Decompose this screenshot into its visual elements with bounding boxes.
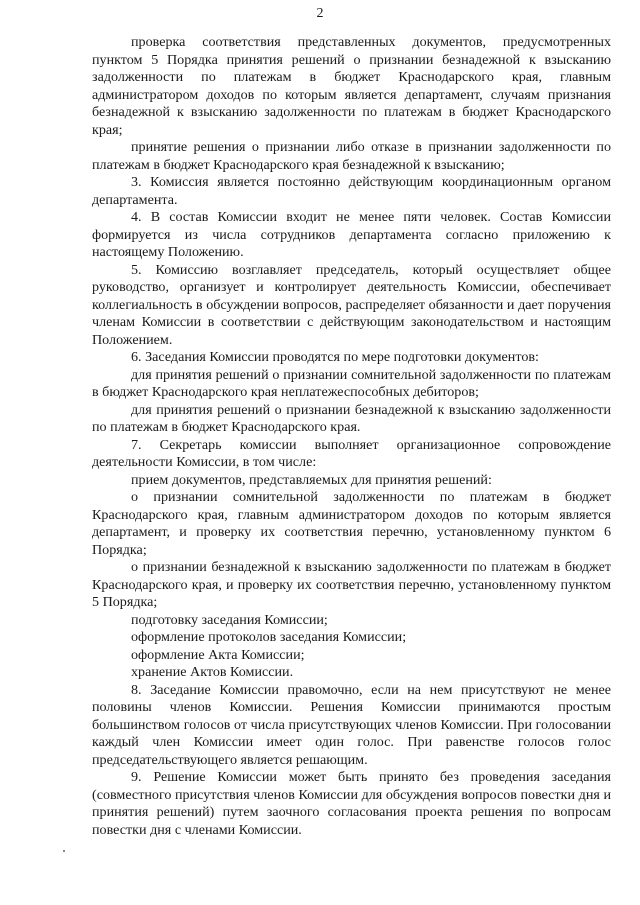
paragraph-6-item-doubtful: для принятия решений о признании сомнительной задолженности по платежам в бюджет Краснодарского края неплатежеспособных дебиторов; [92, 366, 611, 400]
scan-artifact-dot [63, 850, 65, 852]
document-body [92, 34, 611, 839]
paragraph-7-item-storage: хранение Актов Комиссии. [131, 664, 294, 680]
paragraph-7-item-protocols: оформление протоколов заседания Комиссии; [131, 629, 407, 645]
page-number: 2 [316, 6, 324, 21]
paragraph-7-item-preparation: подготовку заседания Комиссии; [131, 611, 328, 628]
paragraph-decision-making: принятие решения о признании либо отказе в признании задолженности по платежам в бюджет Краснодарского края безнадежной к взысканию; [92, 139, 611, 173]
paragraph-7: 7. Секретарь комиссии выполняет организационное сопровождение деятельности Комиссии, в том числе: [92, 436, 611, 470]
paragraph-5: 5. Комиссию возглавляет председатель, который осуществляет общее руководство, организует и контролирует деятельность Комиссии, обеспечивает коллегиальность в обсуждении вопросов, распределяет обязанности и дает поручения членам Комиссии в соответствии с действующим законодательством и настоящим Положением. [92, 261, 611, 348]
paragraph-7-item-act: оформление Акта Комиссии; [131, 646, 305, 663]
paragraph-4: 4. В состав Комиссии входит не менее пяти человек. Состав Комиссии формируется из числа сотрудников департамента согласно приложению к настоящему Положению. [92, 209, 611, 260]
paragraph-document-check: проверка соответствия представленных документов, предусмотренных пунктом 5 Порядка принятия решений о признании безнадежной к взысканию задолженности по платежам в бюджет Краснодарского края, главным администратором доходов по которым является департамент, случаям признания безнадежной к взысканию задолженности по платежам в бюджет Краснодарского края; [92, 34, 611, 138]
paragraph-3: 3. Комиссия является постоянно действующим координационным органом департамента. [92, 174, 611, 208]
paragraph-7-item-hopeless: о признании безнадежной к взысканию задолженности по платежам в бюджет Краснодарского края, и проверку их соответствия перечню, установленному пунктом 5 Порядка; [92, 559, 611, 610]
paragraph-7-item-reception: прием документов, представляемых для принятия решений: [131, 471, 492, 488]
paragraph-9: 9. Решение Комиссии может быть принято без проведения заседания (совместного присутствия членов Комиссии для обсуждения вопросов повестки дня и принятия решений) путем заочного согласования проекта решения по вопросам повестки дня с членами Комиссии. [92, 769, 611, 838]
paragraph-7-item-doubtful: о признании сомнительной задолженности по платежам в бюджет Краснодарского края, главным администратором доходов по которым является департамент, и проверку их соответствия перечню, установленному пунктом 6 Порядка; [92, 489, 611, 558]
paragraph-6: 6. Заседания Комиссии проводятся по мере подготовки документов: [131, 349, 539, 365]
paragraph-6-item-hopeless: для принятия решений о признании безнадежной к взысканию задолженности по платежам в бюджет Краснодарского края. [92, 401, 611, 435]
paragraph-8: 8. Заседание Комиссии правомочно, если на нем присутствуют не менее половины членов Комиссии. Решения Комиссии принимаются простым большинством голосов от числа присутствующих членов Комиссии. При голосовании каждый член Комиссии имеет один голос. При равенстве голосов голос председательствующего является решающим. [92, 681, 611, 768]
